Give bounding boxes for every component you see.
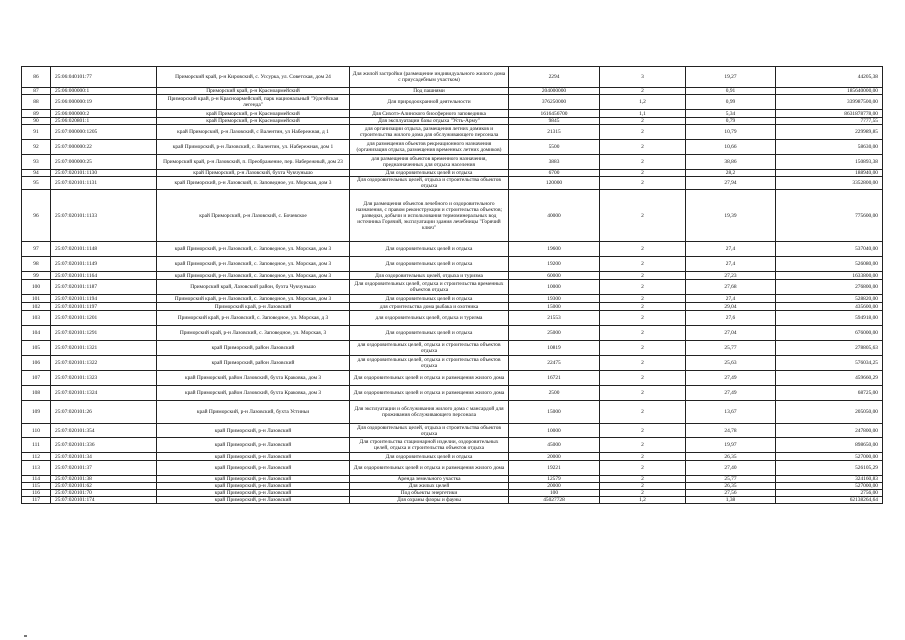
permitted-use-cell: Для оздоровительных целей и отдыха	[350, 242, 509, 257]
table-row	[22, 88, 883, 95]
cadastral-number-cell: 25:07:020101:1322	[51, 356, 157, 371]
area-cell: 1616456700	[509, 110, 600, 118]
cadastral-value-per-unit-cell: 27,4	[686, 295, 776, 303]
cadastral-number-cell: 25:07:020101:1164	[51, 272, 157, 280]
address-cell: край Приморский, р-н Лазовский, с. Заповедное, ул. Морская, дом 3	[157, 257, 350, 272]
table-row	[22, 461, 883, 476]
cadastral-number-cell: 25:07:020101:1201	[51, 311, 157, 326]
address-cell: край Приморский, р-н Красноармейский	[157, 110, 350, 118]
cadastral-value-per-unit-cell: 27,4	[686, 257, 776, 272]
table-row	[22, 110, 883, 118]
table-row	[22, 424, 883, 438]
permitted-use-cell: Для оздоровительных целей и отдыха	[350, 257, 509, 272]
address-cell: Приморский край, р-н Красноармейский, парк национальный "Удэгейская легенда"	[157, 95, 350, 110]
rate-coefficient-cell: 2	[600, 401, 686, 424]
area-cell: 2500	[509, 386, 600, 401]
rate-coefficient-cell: 2	[600, 303, 686, 311]
row-number-cell: 106	[22, 356, 51, 371]
cadastral-number-cell: 25:07:020101:34	[51, 453, 157, 461]
cadastral-value-per-unit-cell: 25,77	[686, 476, 776, 483]
permitted-use-cell: Для Сихотэ-Алинского биосферного заповедника	[350, 110, 509, 118]
table-row	[22, 386, 883, 401]
cadastral-value-per-unit-cell: 28,2	[686, 170, 776, 177]
cadastral-value-per-unit-cell: 26,35	[686, 453, 776, 461]
area-cell: 45000	[509, 438, 600, 453]
table-row	[22, 356, 883, 371]
row-number-cell: 111	[22, 438, 51, 453]
table-row	[22, 272, 883, 280]
address-cell: край Приморский, р-н Лазовский, с. Заповедное, ул. Морская, дом 3	[157, 242, 350, 257]
area-cell: 3883	[509, 155, 600, 170]
cadastral-value-per-unit-cell: 27,6	[686, 311, 776, 326]
cadastral-number-cell: 25:07:020101:1149	[51, 257, 157, 272]
table-row	[22, 295, 883, 303]
cadastral-number-cell: 25:06:000000:2	[51, 110, 157, 118]
cadastral-number-cell: 25:07:020101:1130	[51, 170, 157, 177]
cadastral-number-cell: 25:07:020101:1148	[51, 242, 157, 257]
area-cell: 10819	[509, 341, 600, 356]
address-cell: край Приморский, р-н Лазовский	[157, 476, 350, 483]
area-cell: 21315	[509, 125, 600, 140]
cadastral-value-per-unit-cell: 27,23	[686, 272, 776, 280]
address-cell: край Приморский, р-н Лазовский, с. Валентин, ул. Набережная, дом 1	[157, 140, 350, 155]
area-cell: 10000	[509, 280, 600, 295]
permitted-use-cell: для строительства дома рыбака и охотника	[350, 303, 509, 311]
cadastral-value-cell: 276800,00	[776, 280, 883, 295]
cadastral-number-cell: 25:07:020101:1323	[51, 371, 157, 386]
row-number-cell: 103	[22, 311, 51, 326]
rate-coefficient-cell: 2	[600, 490, 686, 497]
area-cell: 12579	[509, 476, 600, 483]
table-body	[22, 67, 883, 504]
area-cell: 40000	[509, 190, 600, 242]
table-row	[22, 326, 883, 341]
permitted-use-cell: Для оздоровительных целей и отдыха	[350, 170, 509, 177]
area-cell: 19200	[509, 257, 600, 272]
table-row	[22, 190, 883, 242]
cadastral-value-per-unit-cell: 26,35	[686, 483, 776, 490]
row-number-cell: 86	[22, 67, 51, 88]
permitted-use-cell: для размещения объектов временного назначения, предназначенных для отдыха населения	[350, 155, 509, 170]
table-row	[22, 170, 883, 177]
area-cell: 25000	[509, 326, 600, 341]
permitted-use-cell: Для оздоровительных целей и отдыха и размещения жилого дома	[350, 386, 509, 401]
cadastral-value-per-unit-cell: 13,67	[686, 401, 776, 424]
address-cell: Приморский край, р-н Лазовский	[157, 303, 350, 311]
address-cell: край Приморский, р-н Лазовский	[157, 461, 350, 476]
rate-coefficient-cell: 2	[600, 140, 686, 155]
area-cell: 22475	[509, 356, 600, 371]
rate-coefficient-cell: 3	[600, 67, 686, 88]
area-cell: 2294	[509, 67, 600, 88]
permitted-use-cell: Для жилых целей	[350, 483, 509, 490]
address-cell: край Приморский, р-н Лазовский	[157, 424, 350, 438]
cadastral-value-cell: 247800,00	[776, 424, 883, 438]
address-cell: Приморский край, р-н Лазовский, п. Преображение, пер. Набережный, дом 23	[157, 155, 350, 170]
address-cell: край Приморский, район Лазовский	[157, 356, 350, 371]
permitted-use-cell: Для охраны флоры и фауны	[350, 497, 509, 504]
cadastral-value-per-unit-cell: 10,66	[686, 140, 776, 155]
cadastral-value-per-unit-cell: 29,04	[686, 303, 776, 311]
cadastral-number-cell: 25:07:020101:26	[51, 401, 157, 424]
row-number-cell: 108	[22, 386, 51, 401]
cadastral-number-cell: 25:07:020101:70	[51, 490, 157, 497]
rate-coefficient-cell: 2	[600, 326, 686, 341]
cadastral-value-per-unit-cell: 25,63	[686, 356, 776, 371]
table-row	[22, 125, 883, 140]
cadastral-value-cell: 676000,00	[776, 326, 883, 341]
cadastral-number-cell: 25:07:020101:1133	[51, 190, 157, 242]
table-row	[22, 242, 883, 257]
permitted-use-cell: Для размещения объектов лечебного и оздоровительного назначения, с правом реконструкции и строительства объектов; разведки, добычи и использования термоминеральных вод источника Горячий, эксплуатации здания лечебницы "Горячий ключ"	[350, 190, 509, 242]
area-cell: 100	[509, 490, 600, 497]
table-row	[22, 341, 883, 356]
cadastral-value-per-unit-cell: 27,56	[686, 490, 776, 497]
permitted-use-cell: Для оздоровительных целей и отдыха и размещения жилого дома	[350, 371, 509, 386]
cadastral-number-cell: 25:06:000000:1	[51, 88, 157, 95]
area-cell: 45027728	[509, 497, 600, 504]
row-number-cell: 93	[22, 155, 51, 170]
permitted-use-cell: Для оздоровительных целей и отдыха	[350, 326, 509, 341]
row-number-cell: 98	[22, 257, 51, 272]
rate-coefficient-cell: 2	[600, 356, 686, 371]
area-cell: 19300	[509, 295, 600, 303]
address-cell: край Приморский, район Лазовский, бухта Краковка, дом 3	[157, 371, 350, 386]
cadastral-value-cell: 775600,00	[776, 190, 883, 242]
cadastral-value-cell: 229989,85	[776, 125, 883, 140]
cadastral-value-cell: 435600,00	[776, 303, 883, 311]
row-number-cell: 114	[22, 476, 51, 483]
rate-coefficient-cell: 2	[600, 125, 686, 140]
table-row	[22, 303, 883, 311]
cadastral-value-per-unit-cell: 0,91	[686, 88, 776, 95]
row-number-cell: 92	[22, 140, 51, 155]
cadastral-value-cell: 278805,63	[776, 341, 883, 356]
cadastral-number-cell: 25:07:020101:1324	[51, 386, 157, 401]
rate-coefficient-cell: 2	[600, 242, 686, 257]
cadastral-number-cell: 25:07:020101:38	[51, 476, 157, 483]
address-cell: край Приморский, р-н Красноармейский	[157, 118, 350, 125]
cadastral-number-cell: 25:07:020101:1321	[51, 341, 157, 356]
permitted-use-cell: Для оздоровительных целей, отдыха и строительства объектов отдыха	[350, 177, 509, 190]
rate-coefficient-cell: 2	[600, 311, 686, 326]
table-row	[22, 476, 883, 483]
cadastral-number-cell: 25:07:020101:1194	[51, 295, 157, 303]
address-cell: край Приморский, район Лазовский, бухта Краковка, дом 3	[157, 386, 350, 401]
permitted-use-cell: Для оздоровительных целей и отдыха и размещения жилого дома	[350, 461, 509, 476]
table-row	[22, 490, 883, 497]
row-number-cell: 87	[22, 88, 51, 95]
permitted-use-cell: Под пашнями	[350, 88, 509, 95]
cadastral-value-per-unit-cell: 27,49	[686, 371, 776, 386]
row-number-cell: 100	[22, 280, 51, 295]
cadastral-number-cell: 25:06:020801:1	[51, 118, 157, 125]
row-number-cell: 88	[22, 95, 51, 110]
cadastral-value-cell: 68725,00	[776, 386, 883, 401]
cadastral-value-per-unit-cell: 0,79	[686, 118, 776, 125]
permitted-use-cell: для размещения объектов рекреационного назначения (организация отдыха, размещения временных летних домиков)	[350, 140, 509, 155]
row-number-cell: 90	[22, 118, 51, 125]
row-number-cell: 109	[22, 401, 51, 424]
permitted-use-cell: для оздоровительных целей, отдыха и строительства объектов отдыха	[350, 341, 509, 356]
address-cell: край Приморский, р-н Лазовский	[157, 438, 350, 453]
table-row	[22, 401, 883, 424]
row-number-cell: 102	[22, 303, 51, 311]
address-cell: край Приморский, р-н Лазовский, с. Заповедное, ул. Морская, дом 3	[157, 272, 350, 280]
rate-coefficient-cell: 2	[600, 295, 686, 303]
rate-coefficient-cell: 2	[600, 177, 686, 190]
permitted-use-cell: для организации отдыха, размещения летних домиков и строительства жилого дома для обслуживающего персонала	[350, 125, 509, 140]
address-cell: Приморский край, р-н Кировский, с. Уссурка, ул. Советская, дом 24	[157, 67, 350, 88]
cadastral-number-cell: 25:07:020101:1131	[51, 177, 157, 190]
rate-coefficient-cell: 2	[600, 88, 686, 95]
permitted-use-cell: для оздоровительных целей, отдыха и строительства объектов отдыха	[350, 356, 509, 371]
table-row	[22, 280, 883, 295]
table-row	[22, 497, 883, 504]
permitted-use-cell: Для эксплуатации базы отдыха "Усть-Арму"	[350, 118, 509, 125]
cadastral-value-per-unit-cell: 24,78	[686, 424, 776, 438]
rate-coefficient-cell: 2	[600, 386, 686, 401]
cadastral-value-per-unit-cell: 38,86	[686, 155, 776, 170]
table-row	[22, 438, 883, 453]
rate-coefficient-cell: 2	[600, 190, 686, 242]
cadastral-value-per-unit-cell: 27,04	[686, 326, 776, 341]
row-number-cell: 112	[22, 453, 51, 461]
rate-coefficient-cell: 1,2	[600, 95, 686, 110]
cadastral-value-cell: 7777,55	[776, 118, 883, 125]
area-cell: 15000	[509, 401, 600, 424]
cadastral-value-cell: 324160,83	[776, 476, 883, 483]
area-cell: 9845	[509, 118, 600, 125]
address-cell: край Приморский, р-н Лазовский, бухта Устиньи	[157, 401, 350, 424]
address-cell: край Приморский, р-н Лазовский, п. Заповедное, ул. Морская, дом 3	[157, 177, 350, 190]
cadastral-number-cell: 25:07:020101:1197	[51, 303, 157, 311]
cadastral-number-cell: 25:07:020101:62	[51, 483, 157, 490]
address-cell: край Приморский, р-н Лазовский	[157, 497, 350, 504]
address-cell: край Приморский, р-н Лазовский	[157, 490, 350, 497]
permitted-use-cell: Для оздоровительных целей и отдыха	[350, 453, 509, 461]
row-number-cell: 110	[22, 424, 51, 438]
rate-coefficient-cell: 1,2	[600, 497, 686, 504]
row-number-cell: 96	[22, 190, 51, 242]
cadastral-value-cell: 62138264,64	[776, 497, 883, 504]
cadastral-value-per-unit-cell: 0,99	[686, 95, 776, 110]
address-cell: край Приморский, р-н Лазовский	[157, 453, 350, 461]
rate-coefficient-cell: 2	[600, 483, 686, 490]
area-cell: 204000000	[509, 88, 600, 95]
cadastral-value-cell: 150893,38	[776, 155, 883, 170]
area-cell: 5500	[509, 140, 600, 155]
land-plot-table	[21, 66, 883, 504]
address-cell: край Приморский, р-н Лазовский, бухта Чукчуньшо	[157, 170, 350, 177]
cadastral-value-cell: 44205,38	[776, 67, 883, 88]
cadastral-value-per-unit-cell: 19,27	[686, 67, 776, 88]
cadastral-number-cell: 25:07:020101:354	[51, 424, 157, 438]
rate-coefficient-cell: 2	[600, 155, 686, 170]
area-cell: 19600	[509, 242, 600, 257]
table-row	[22, 140, 883, 155]
cadastral-value-cell: 537040,00	[776, 242, 883, 257]
cadastral-value-per-unit-cell: 25,77	[686, 341, 776, 356]
cadastral-value-cell: 527000,00	[776, 453, 883, 461]
row-number-cell: 89	[22, 110, 51, 118]
rate-coefficient-cell: 2	[600, 341, 686, 356]
cadastral-value-cell: 2756,00	[776, 490, 883, 497]
address-cell: край Приморский, р-н Лазовский, с Валентин, ул Набережная, д 1	[157, 125, 350, 140]
permitted-use-cell: Для оздоровительных целей и отдыха	[350, 295, 509, 303]
cadastral-value-cell: 594918,00	[776, 311, 883, 326]
rate-coefficient-cell: 2	[600, 424, 686, 438]
cadastral-value-cell: 185640000,00	[776, 88, 883, 95]
row-number-cell: 117	[22, 497, 51, 504]
cadastral-value-per-unit-cell: 27,4	[686, 242, 776, 257]
area-cell: 15000	[509, 303, 600, 311]
table-row	[22, 67, 883, 88]
cadastral-value-cell: 526080,00	[776, 257, 883, 272]
table-row	[22, 483, 883, 490]
row-number-cell: 105	[22, 341, 51, 356]
rate-coefficient-cell: 2	[600, 438, 686, 453]
area-cell: 19221	[509, 461, 600, 476]
table-row	[22, 95, 883, 110]
cadastral-number-cell: 25:06:040101:77	[51, 67, 157, 88]
cadastral-value-per-unit-cell: 27,49	[686, 386, 776, 401]
row-number-cell: 95	[22, 177, 51, 190]
cadastral-value-per-unit-cell: 27,40	[686, 461, 776, 476]
address-cell: край Приморский, р-н Лазовский	[157, 483, 350, 490]
row-number-cell: 113	[22, 461, 51, 476]
address-cell: Приморский край, р-н Лазовский, с. Заповедное, ул. Морская, д 3	[157, 311, 350, 326]
cadastral-value-cell: 898650,00	[776, 438, 883, 453]
cadastral-value-cell: 459660,29	[776, 371, 883, 386]
table-row	[22, 371, 883, 386]
address-cell: Приморский край, Лазовский район, бухта Чукчуньшо	[157, 280, 350, 295]
address-cell: Приморский край, р-н Красноармейский	[157, 88, 350, 95]
cadastral-value-cell: 528820,00	[776, 295, 883, 303]
cadastral-value-cell: 526105,29	[776, 461, 883, 476]
cadastral-number-cell: 25:07:000000:22	[51, 140, 157, 155]
cadastral-value-cell: 339987500,00	[776, 95, 883, 110]
address-cell: край Приморский, р-н Лазовский, с. Бочевское	[157, 190, 350, 242]
permitted-use-cell: Для эксплуатации и обслуживания жилого дома с мансардой для проживания обслуживающего персонала	[350, 401, 509, 424]
cadastral-value-per-unit-cell: 10,79	[686, 125, 776, 140]
row-number-cell: 99	[22, 272, 51, 280]
permitted-use-cell: Для оздоровительных целей, отдыха и строительства объектов отдыха	[350, 424, 509, 438]
row-number-cell: 94	[22, 170, 51, 177]
rate-coefficient-cell: 2	[600, 453, 686, 461]
table-row	[22, 311, 883, 326]
permitted-use-cell: Для жилой застройки (размещение индивидуального жилого дома с приусадебным участком)	[350, 67, 509, 88]
cadastral-value-per-unit-cell: 1,38	[686, 497, 776, 504]
cadastral-number-cell: 25:07:020101:336	[51, 438, 157, 453]
permitted-use-cell: Для строительства стационарной изделии, оздоровительных целей, отдыха и строительства объектов отдыха	[350, 438, 509, 453]
cadastral-value-per-unit-cell: 19,97	[686, 438, 776, 453]
area-cell: 10000	[509, 424, 600, 438]
row-number-cell: 101	[22, 295, 51, 303]
table-row	[22, 257, 883, 272]
row-number-cell: 116	[22, 490, 51, 497]
permitted-use-cell: Для оздоровительных целей, отдыха и строительства временных объектов отдыха	[350, 280, 509, 295]
permitted-use-cell: Для оздоровительных целей, отдыха и туризма	[350, 272, 509, 280]
cadastral-number-cell: 25:07:020101:174	[51, 497, 157, 504]
address-cell: Приморский край, р-н Лазовский, с. Заповедное, ул. Морская, 3	[157, 326, 350, 341]
cadastral-value-per-unit-cell: 5,34	[686, 110, 776, 118]
rate-coefficient-cell: 2	[600, 461, 686, 476]
table-row	[22, 155, 883, 170]
area-cell: 376250000	[509, 95, 600, 110]
cadastral-number-cell: 25:07:020101:1291	[51, 326, 157, 341]
area-cell: 16721	[509, 371, 600, 386]
area-cell: 20000	[509, 483, 600, 490]
table-row	[22, 118, 883, 125]
address-cell: край Приморский, район Лазовский	[157, 341, 350, 356]
cadastral-value-cell: 188940,00	[776, 170, 883, 177]
rate-coefficient-cell: 1,1	[600, 110, 686, 118]
area-cell: 21553	[509, 311, 600, 326]
permitted-use-cell: Для природоохранной деятельности	[350, 95, 509, 110]
cadastral-value-cell: 3352800,00	[776, 177, 883, 190]
cadastral-value-cell: 1633800,00	[776, 272, 883, 280]
cadastral-value-per-unit-cell: 19,39	[686, 190, 776, 242]
area-cell: 120000	[509, 177, 600, 190]
cadastral-number-cell: 25:07:020101:1187	[51, 280, 157, 295]
row-number-cell: 107	[22, 371, 51, 386]
cadastral-value-cell: 8631878778,00	[776, 110, 883, 118]
rate-coefficient-cell: 2	[600, 280, 686, 295]
permitted-use-cell: Под объекты энергетики	[350, 490, 509, 497]
table-row	[22, 453, 883, 461]
rate-coefficient-cell: 2	[600, 476, 686, 483]
cadastral-value-cell: 58630,00	[776, 140, 883, 155]
cadastral-value-per-unit-cell: 27,94	[686, 177, 776, 190]
cadastral-number-cell: 25:07:000000:1205	[51, 125, 157, 140]
rate-coefficient-cell: 2	[600, 371, 686, 386]
cadastral-value-per-unit-cell: 27,68	[686, 280, 776, 295]
area-cell: 20000	[509, 453, 600, 461]
row-number-cell: 115	[22, 483, 51, 490]
cadastral-number-cell: 25:07:020101:37	[51, 461, 157, 476]
area-cell: 6700	[509, 170, 600, 177]
cadastral-value-cell: 576034,25	[776, 356, 883, 371]
row-number-cell: 91	[22, 125, 51, 140]
rate-coefficient-cell: 2	[600, 170, 686, 177]
area-cell: 60000	[509, 272, 600, 280]
rate-coefficient-cell: 2	[600, 118, 686, 125]
permitted-use-cell: для оздоровительных целей, отдыха и туризма	[350, 311, 509, 326]
row-number-cell: 104	[22, 326, 51, 341]
rate-coefficient-cell: 2	[600, 257, 686, 272]
cadastral-number-cell: 25:07:000000:25	[51, 155, 157, 170]
table-row	[22, 177, 883, 190]
page-mark	[24, 635, 27, 637]
row-number-cell: 97	[22, 242, 51, 257]
permitted-use-cell: Аренда земельного участка	[350, 476, 509, 483]
cadastral-value-cell: 527000,00	[776, 483, 883, 490]
address-cell: Приморский край, р-н Лазовский, с. Заповедное, ул. Морская, дом 3	[157, 295, 350, 303]
cadastral-value-cell: 205050,00	[776, 401, 883, 424]
cadastral-number-cell: 25:06:000000:19	[51, 95, 157, 110]
rate-coefficient-cell: 2	[600, 272, 686, 280]
